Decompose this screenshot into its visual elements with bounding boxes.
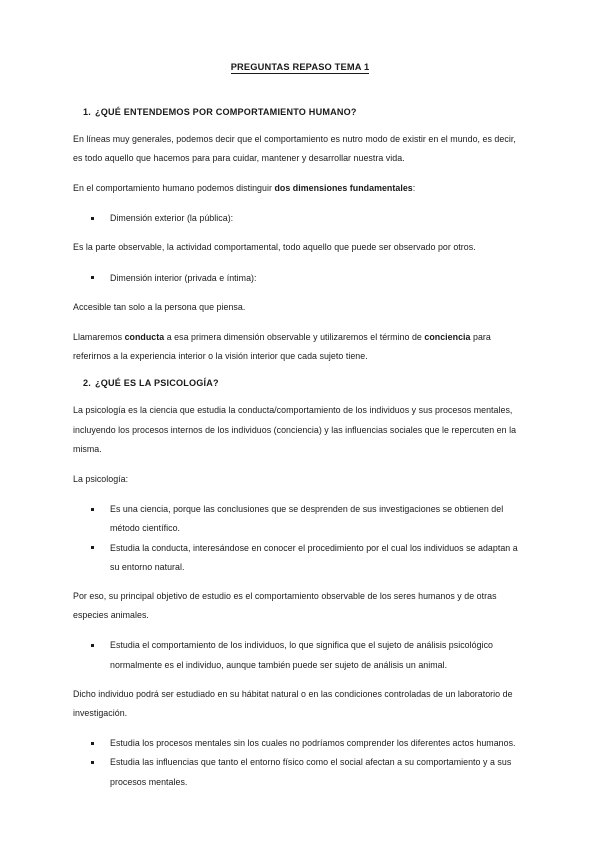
bullet-list-2-1: [73, 500, 527, 577]
paragraph-2-4: Dicho individuo podrá ser estudiado en su hábitat natural o en las condiciones controladas de un laboratorio de investigación.: [73, 688, 513, 718]
bullet-list-2-2: [73, 636, 527, 674]
section-number-1: 1.: [83, 106, 91, 117]
bullet-icon: [91, 761, 94, 764]
bullet-icon: [91, 217, 94, 220]
page-title-text: PREGUNTAS REPASO TEMA 1: [230, 62, 370, 72]
list-item: [73, 734, 527, 753]
list-item: [73, 636, 527, 674]
bullet-icon: [91, 546, 94, 549]
list-item-label: Dimensión exterior (la pública):: [110, 213, 234, 224]
bullet-list-1-1: [73, 209, 527, 228]
list-item-label: Estudia los procesos mentales sin los cuales no podríamos comprender los diferentes actos humanos.: [110, 738, 516, 749]
paragraph-1-4: Accesible tan solo a la persona que piensa.: [73, 301, 246, 312]
bullet-list-1-2: [73, 269, 527, 288]
paragraph-1-2: [73, 179, 527, 198]
page-title: [73, 62, 527, 74]
paragraph-1-3: Es la parte observable, la actividad comportamental, todo aquello que puede ser observado por otros.: [73, 242, 476, 253]
bullet-list-2-3: [73, 734, 527, 792]
paragraph-1-1: En líneas muy generales, podemos decir que el comportamiento es nutro modo de existir en el mundo, es decir, es todo aquello que hacemos para para cuidar, mantener y desarrollar nuestra vida.: [73, 133, 516, 163]
bullet-icon: [91, 508, 94, 511]
paragraph-1-2-a: En el comportamiento humano podemos distinguir: [73, 182, 275, 193]
bullet-icon: [91, 644, 94, 647]
paragraph-2-1: La psicología es la ciencia que estudia la conducta/comportamiento de los individuos y sus procesos mentales, incluyendo los procesos internos de los individuos (conciencia) y las influencias sociales que le repercuten en la misma.: [73, 405, 517, 454]
emphasis-conciencia: conciencia: [424, 331, 471, 342]
list-item-label: Estudia las influencias que tanto el entorno físico como el social afectan a su comportamiento y a sus procesos mentales.: [110, 757, 512, 787]
list-item-label: Es una ciencia, porque las conclusiones que se desprenden de sus investigaciones se obtienen del método científico.: [110, 504, 504, 534]
list-item: [73, 209, 527, 228]
list-item-label: Estudia la conducta, interesándose en conocer el procedimiento por el cual los individuos se adaptan a su entorno natural.: [110, 542, 518, 572]
section-heading-text-2: ¿QUÉ ES LA PSICOLOGÍA?: [95, 378, 219, 389]
bullet-icon: [91, 276, 94, 279]
section-heading-2: [73, 377, 527, 390]
paragraph-1-2-b: :: [412, 182, 416, 193]
paragraph-1-5: [73, 328, 527, 366]
paragraph-2-2: La psicología:: [73, 473, 129, 484]
list-item: [73, 753, 527, 791]
section-number-2: 2.: [83, 378, 91, 389]
paragraph-2-3: Por eso, su principal objetivo de estudio es el comportamiento observable de los seres humanos y de otras especies animales.: [73, 590, 497, 621]
paragraph-1-5-a: Llamaremos: [73, 331, 125, 342]
section-heading-1: [73, 106, 527, 119]
paragraph-1-5-c: para referirnos a la experiencia interior o la visión interior que cada sujeto tiene.: [73, 331, 491, 362]
emphasis-conducta: conducta: [124, 331, 165, 342]
emphasis-dos-dimensiones: dos dimensiones fundamentales: [274, 182, 413, 193]
list-item: [73, 500, 527, 538]
list-item: [73, 269, 527, 288]
list-item-label: Estudia el comportamiento de los individuos, lo que significa que el sujeto de análisis psicológico normalmente es el individuo, aunque también puede ser sujeto de análisis un animal.: [110, 640, 493, 670]
list-item-label: Dimensión interior (privada e íntima):: [110, 272, 257, 283]
section-heading-text-1: ¿QUÉ ENTENDEMOS POR COMPORTAMIENTO HUMANO?: [95, 106, 357, 117]
bullet-icon: [91, 742, 94, 745]
paragraph-1-5-b: a esa primera dimensión observable y utilizaremos el término de: [164, 331, 425, 342]
list-item: [73, 539, 527, 577]
